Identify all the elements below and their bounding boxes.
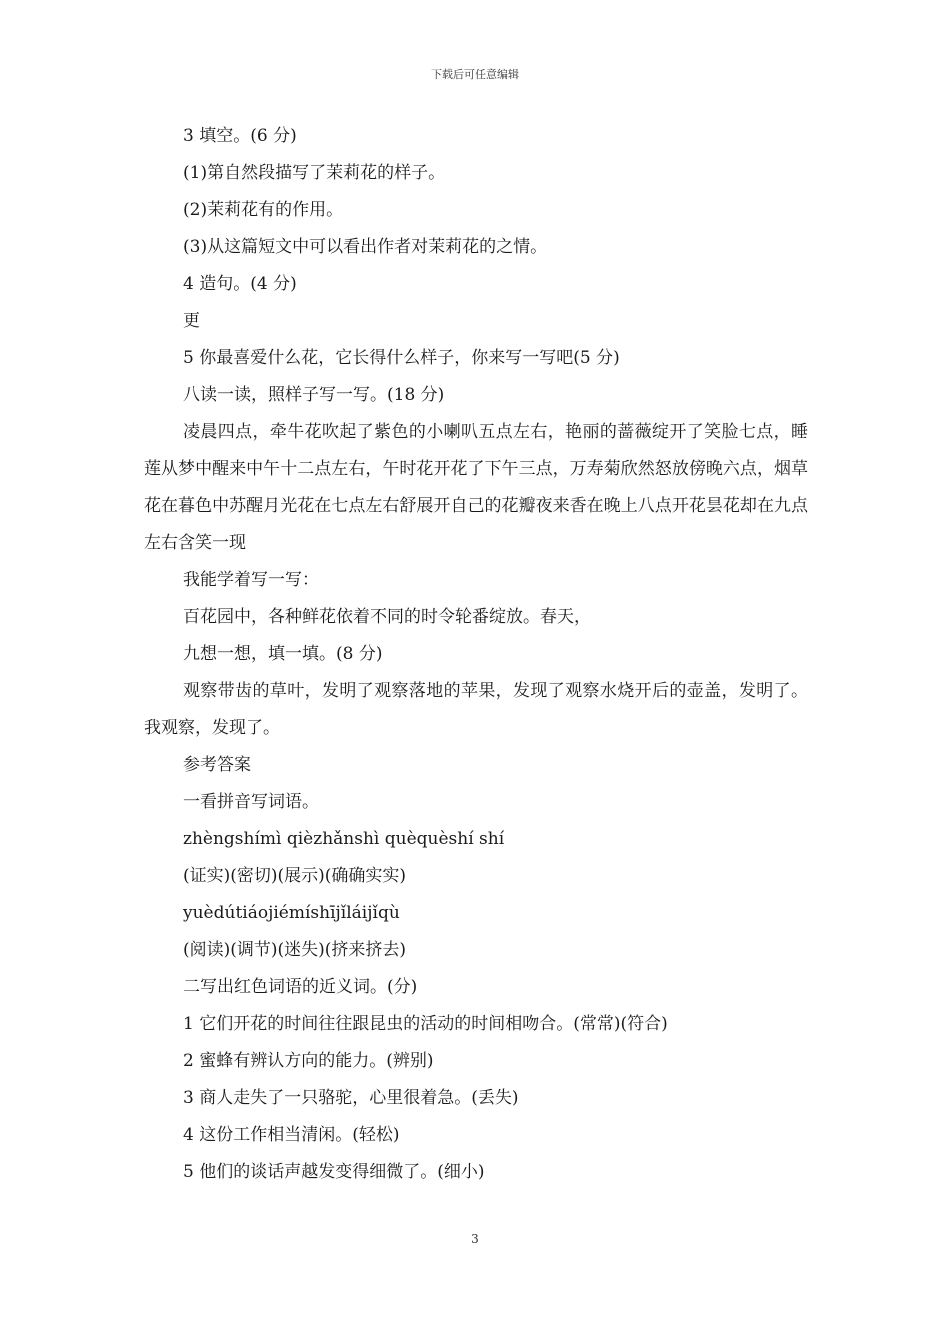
text-line: 2 蜜蜂有辨认方向的能力。(辨别)	[183, 1051, 434, 1071]
text-line: (2)茉莉花有的作用。	[183, 200, 344, 220]
text-line: 二写出红色词语的近义词。(分)	[183, 977, 418, 997]
text-line: 5 他们的谈话声越发变得细微了。(细小)	[183, 1162, 485, 1182]
text-line: 我能学着写一写：	[183, 570, 319, 590]
text-line: 4 造句。(4 分)	[183, 274, 297, 294]
answers-heading: 参考答案	[183, 755, 251, 775]
text-line: 3 填空。(6 分)	[183, 126, 297, 146]
document-body	[144, 118, 808, 1191]
reading-passage: 凌晨四点，牵牛花吹起了紫色的小喇叭五点左右，艳丽的蔷薇绽开了笑脸七点，睡莲从梦中醒来中午十二点左右，午时花开花了下午三点，万寿菊欣然怒放傍晚六点，烟草花在暮色中苏醒月光花在七点左右舒展开自己的花瓣夜来香在晚上八点开花昙花却在九点左右含笑一现	[144, 422, 808, 553]
text-line: (证实)(密切)(展示)(确确实实)	[183, 866, 407, 886]
text-line: 百花园中，各种鲜花依着不同的时令轮番绽放。春天，	[183, 607, 591, 627]
text-line: 更	[183, 311, 200, 331]
pinyin-line: yuèdútiáojiémíshījǐláijǐqù	[183, 903, 400, 923]
text-line: 一看拼音写词语。	[183, 792, 319, 812]
text-line: 3 商人走失了一只骆驼，心里很着急。(丢失)	[183, 1088, 519, 1108]
text-line: (3)从这篇短文中可以看出作者对茉莉花的之情。	[183, 237, 548, 257]
text-line: (阅读)(调节)(迷失)(挤来挤去)	[183, 940, 407, 960]
pinyin-line: zhèngshímì qièzhǎnshì quèquèshí shí	[183, 829, 505, 849]
exercise-paragraph: 观察带齿的草叶，发明了观察落地的苹果，发现了观察水烧开后的壶盖，发明了。我观察，发现了。	[144, 681, 808, 738]
text-line: 1 它们开花的时间往往跟昆虫的活动的时间相吻合。(常常)(符合)	[183, 1014, 668, 1034]
text-line: 5 你最喜爱什么花，它长得什么样子，你来写一写吧(5 分)	[183, 348, 620, 368]
page-number: 3	[471, 1232, 479, 1246]
page-header: 下载后可任意编辑	[431, 68, 519, 81]
section-heading: 八读一读，照样子写一写。(18 分)	[183, 385, 445, 405]
text-line: (1)第自然段描写了茉莉花的样子。	[183, 163, 446, 183]
text-line: 4 这份工作相当清闲。(轻松)	[183, 1125, 400, 1145]
section-heading: 九想一想，填一填。(8 分)	[183, 644, 383, 664]
